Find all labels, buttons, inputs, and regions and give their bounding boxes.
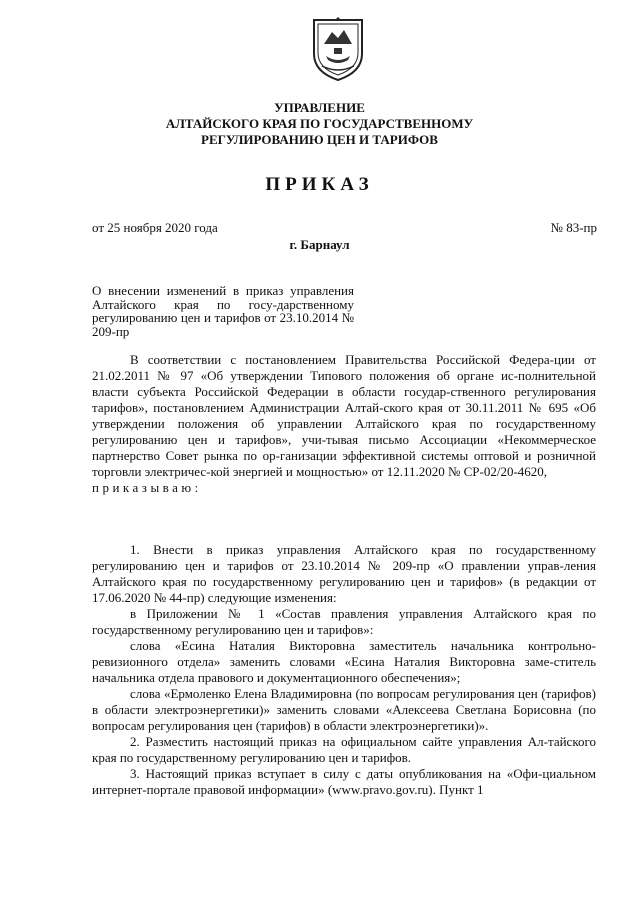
paragraph-3: слова «Есина Наталия Викторовна заместитель начальника контрольно-ревизионного отдела» заменить словами «Есина Наталия Викторовна заме-ститель начальника отдела правового и документационного обеспечения»; <box>92 638 596 685</box>
paragraph-4: слова «Ермоленко Елена Владимировна (по вопросам регулирования цен (тарифов) в области электроэнергетики)» заменить словами «Алексеева Светлана Борисовна (по вопросам регулирования цен (тарифов) в области электроэнергетики)». <box>92 686 596 733</box>
order-body <box>92 542 596 798</box>
header-line-3: РЕГУЛИРОВАНИЮ ЦЕН И ТАРИФОВ <box>201 132 438 147</box>
document-number: № 83-пр <box>550 220 597 235</box>
document-city: г. Барнаул <box>289 237 350 252</box>
document-title: ПРИКАЗ <box>265 174 374 195</box>
paragraph-1: 1. Внести в приказ управления Алтайского края по государственному регулированию цен и тарифов от 23.10.2014 № 209-пр «О правлении управ-ления Алтайского края по государственному регулированию цен и тарифов» (в редакции от 17.06.2020 № 44-пр) следующие изменения: <box>92 542 596 605</box>
header-line-1: УПРАВЛЕНИЕ <box>274 100 365 115</box>
paragraph-5: 2. Разместить настоящий приказ на официальном сайте управления Ал-тайского края по государственному регулированию цен и тарифов. <box>92 734 596 765</box>
paragraph-6: 3. Настоящий приказ вступает в силу с даты опубликования на «Офи-циальном интернет-портале правовой информации» (www.pravo.gov.ru). Пункт 1 <box>92 766 596 797</box>
header-line-2: АЛТАЙСКОГО КРАЯ ПО ГОСУДАРСТВЕННОМУ <box>165 116 474 131</box>
order-word: приказываю: <box>92 480 202 495</box>
paragraph-2: в Приложении № 1 «Состав правления управления Алтайского края по государственному регулированию цен и тарифов»: <box>92 606 596 637</box>
document-subject: О внесении изменений в приказ управления Алтайского края по госу-дарственному регулированию цен и тарифов от 23.10.2014 № 209-пр <box>92 283 354 339</box>
preamble-text: В соответствии с постановлением Правительства Российской Федера-ции от 21.02.2011 № 97 «Об утверждении Типового положения об органе ис-полнительной власти субъекта Российской Федерации в области государ-ственного регулирования тарифов», постановлением Администрации Алтай-ского края от 30.11.2011 № 695 «Об утверждении положения об управлении Алтайского края по государственному регулированию цен и тарифов», учи-тывая письмо Ассоциации «Некоммерческое партнерство Совет рынка по ор-ганизации эффективной системы оптовой и розничной торговли электричес-кой энергией и мощностью» от 12.11.2020 № СР-02/20-4620, <box>92 352 596 479</box>
coat-of-arms-emblem <box>310 14 366 82</box>
preamble-block <box>92 352 596 496</box>
document-date: от 25 ноября 2020 года <box>92 220 218 235</box>
